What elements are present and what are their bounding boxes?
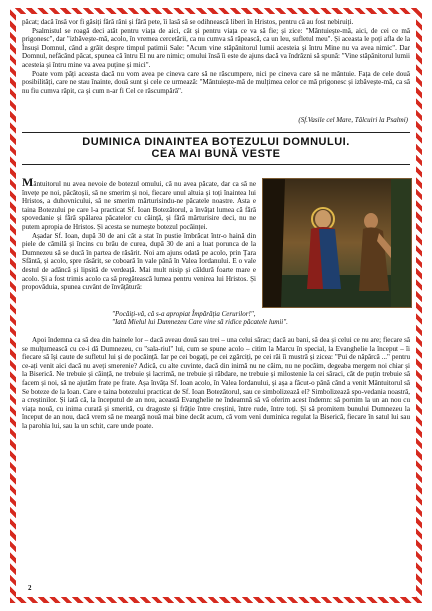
- divider: [22, 164, 410, 165]
- paragraph: Poate vom păți aceasta dacă nu vom avea pe cineva care să ne răscumpere, nici pe cineva care să ne mântuie. Fața de cele două posibilități, care ne stau înainte, două sunt și cele ce urmează: "Mântuiește-mă de mulțimea celor ce mă prigonesc și izbăvește-mă, ca să nu fiu cumva răpit, ca și cum n-ar fi Cel ce răscumpără".: [22, 69, 410, 95]
- paragraph-text: ântuitorul nu avea nevoie de botezul omului, că nu avea păcate, dar ca să ne învețe pe noi, păcătoșii, să ne smerim și noi, fiecare unul altuia și toți înaintea lui Hristos, a duhovnicului, să ne smerim mărturisindu-ne păcatele noastre. Asta e taina Botezului pe care l-a practicat Sf. Ioan Botezătorul, a învățat lumea că fără spovedanie și fără spălarea păcatelor cu căință, și fără mărturisire deci, nu ne putem apropia de Hristos. Și acesta se numește botezul pocăinței.: [22, 180, 256, 231]
- signature: (Sf.Vasile cel Mare, Tâlcuiri la Psalmi): [298, 116, 408, 124]
- quote-line: "Iată Mielul lui Dumnezeu Care vine să ridice păcatele lumii".: [112, 318, 288, 327]
- page-number: 2: [28, 584, 32, 592]
- title-line-2: CEA MAI BUNĂ VESTE: [151, 148, 281, 160]
- paragraph: Așadar Sf. Ioan, după 30 de ani cât a stat în pustie îmbrăcat într-o haină din piele de cămilă și încins cu brâu de curea, după 30 de ani a luat porunca de la Dumnezeu să se ducă în partea de răsărit. Noi am ajuns odată pe acolo, prin Țara Sfântă, și acolo, spre răsărit, se coboară în vale până în Valea Iordanului. E o vale destul de adâncă și lipsită de verdeață. Mai mult nisip și căldură foarte mare e acolo. Și a fost trimis acolo ca să pregătească lumea pentru venirea lui Hristos. Și propovăduia, spunea cuvânt de învățătură:: [22, 231, 256, 292]
- paragraph: Psalmistul se roagă deci atât pentru viața de aici, cât și pentru viața ce va să fie; și zice: "Mântuiește-mă, aici, de cei ce mă prigonesc", dar "izbăvește-mă, acolo, în vremea cercetării, ca nu cumva să răpească, ca un leu, sufletul meu". Și aceasta le poți afla de la Însuși Domnul, când a grăit despre timpul patimii Sale: "Acum vine stăpânitorul lumii acesteia și întru Mine nu va avea nimic". Dar Domnul, nefăcând păcat, spunea că întru El nu are nimic; omului însă îi este de ajuns dacă va îndrăzni să spună: "Vine stăpânitorul lumii acesteia și întru mine va avea puține și mici".: [22, 26, 410, 69]
- psalm-commentary: [22, 18, 410, 95]
- article-intro: [22, 175, 256, 292]
- quote-line: "Pocăiți-vă, că s-a apropiat Împărăția Cerurilor!",: [112, 310, 256, 318]
- quotation: [112, 310, 402, 326]
- title-line-1: DUMINICA DINAINTEA BOTEZULUI DOMNULUI.: [82, 136, 350, 148]
- drop-cap: M: [22, 175, 34, 189]
- paragraph: [22, 175, 256, 232]
- page-content: [22, 18, 410, 593]
- paragraph: Apoi îndemna ca să dea din hainele lor – dacă aveau două sau trei – una celui sărac; dacă au bani, să dea și celui ce nu are; fiecare să se mulțumească cu ce-i dă Dumnezeu, cu "sala-riul" lui, cum se spune acolo – citim la Marcu în special, la Evanghelie la început – îi fiecare să își caute de sufletul lui și de pocăință. Iar pe cei bogați, pe cei zgârciți, pe cei răi îi mustră și zicea: "Pui de năpârcă ..." pentru ce-ați venit aici dacă nu aveți smerenie? Adică, cu alte cuvinte, dacă din inimă nu ne căim, nu ne pocăim, degeaba mergem noi chiar și la Biserică. Ne trebuie și căință, ne trebuie și lacrimă, ne trebuie și răbdare, ne trebuie și milostenie la cei săraci, căt de puțin trebuie să facem și noi, să ne ajutăm frate pe frate. Așa învăța Sf. Ioan acolo, în Valea Iordanului, și așa a făcut-o până când a venit Mântuitorul să Se boteze de la Ioan. Care e taina botezului practicat de Sf. Ioan Botezătorul, sau ce simbolizează el? Simbolizează spo-vedania noastră, a creștinilor. Și iată că, la începutul de an nou, această Evanghelie ne îndeamnă să vă oferim acest îndemn: să pornim la un an nou cu viața nouă, cu inima curată și smerită, cu dragoste și frăție între creștini, între rude, între toți. Și să promitem bunului Dumnezeu la început de an nou, dacă vrem să ne meargă nouă mai bine decât acum, că vom veni duminica regulat la Biserică, fiecare în satul lui sau la parohia lui, sau la un schit, care unde poate.: [22, 336, 410, 430]
- paragraph: păcat; dacă însă vor fi găsiți fără răni și fără pete, îi lasă să se odihnească liberi în Hristos, pentru că au fost nebiruiți.: [22, 18, 354, 26]
- baptism-of-christ-icon: [262, 178, 412, 308]
- divider: [22, 132, 410, 133]
- article-body: [22, 336, 410, 431]
- article-title: [22, 136, 410, 160]
